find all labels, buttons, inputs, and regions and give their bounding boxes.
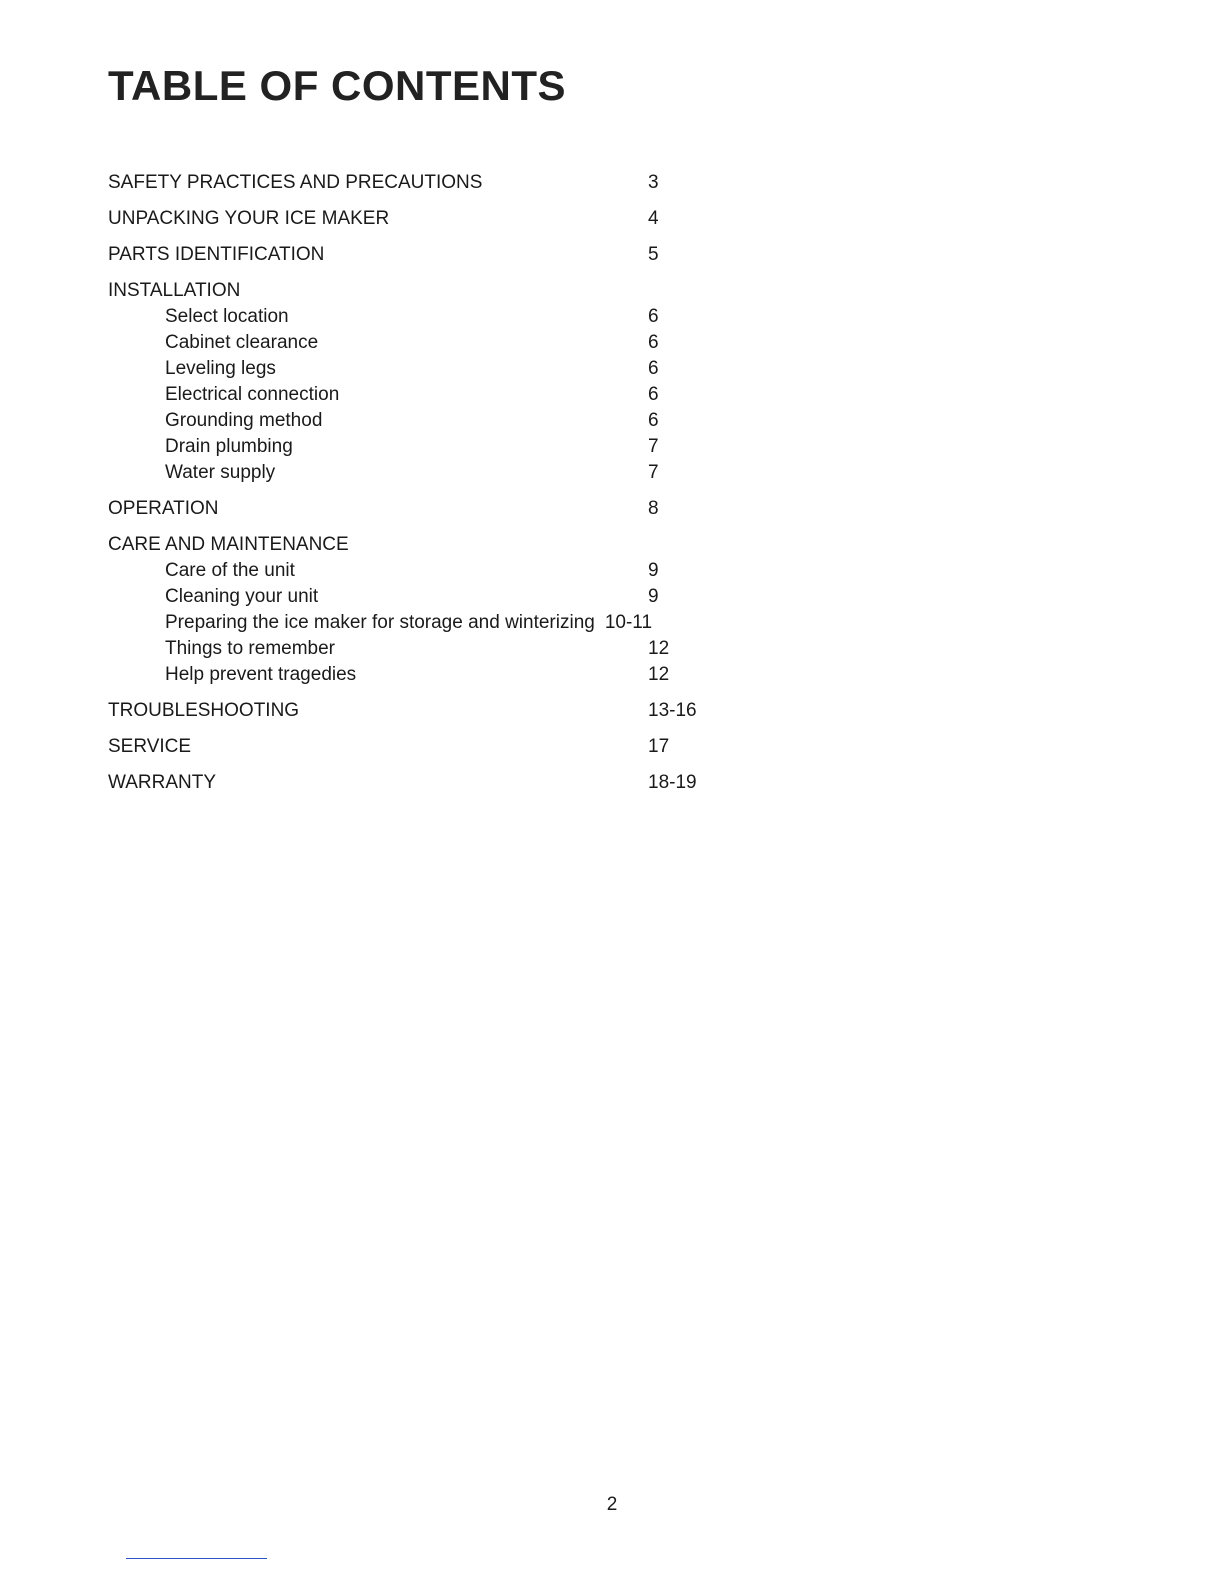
toc-subentry-title: Drain plumbing <box>165 436 293 457</box>
toc-entry-title: UNPACKING YOUR ICE MAKER <box>108 208 390 229</box>
toc-subentry[interactable] <box>108 434 728 460</box>
toc-entry-page: 4 <box>648 208 659 229</box>
toc-subentry-page: 6 <box>648 306 659 327</box>
toc-section <box>108 278 728 486</box>
toc-section <box>108 206 728 232</box>
toc-entry[interactable] <box>108 278 728 304</box>
toc-subentry-page: 6 <box>648 384 659 405</box>
table-of-contents <box>108 170 728 806</box>
toc-subentry-page: 12 <box>648 664 670 685</box>
toc-entry[interactable] <box>108 496 728 522</box>
page-title: TABLE OF CONTENTS <box>108 62 567 109</box>
toc-subentry-page: 12 <box>648 638 670 659</box>
toc-subentry[interactable] <box>108 636 728 662</box>
toc-subentry-title: Grounding method <box>165 410 323 431</box>
toc-subentry-page: 7 <box>648 462 659 483</box>
toc-subentry[interactable] <box>108 558 728 584</box>
toc-section <box>108 770 728 796</box>
toc-entry-title: INSTALLATION <box>108 280 241 301</box>
toc-subentry[interactable] <box>108 382 728 408</box>
toc-entry-page: 17 <box>648 736 670 757</box>
toc-entry[interactable] <box>108 532 728 558</box>
toc-section <box>108 170 728 196</box>
toc-entry-page: 3 <box>648 172 659 193</box>
footer-rule <box>126 1558 267 1559</box>
toc-subentry-page: 6 <box>648 358 659 379</box>
toc-subentry-title: Select location <box>165 306 289 327</box>
toc-entry-title: SAFETY PRACTICES AND PRECAUTIONS <box>108 172 483 193</box>
toc-subentry-page: 6 <box>648 410 659 431</box>
toc-subentry-page: 9 <box>648 560 659 581</box>
toc-entry[interactable] <box>108 206 728 232</box>
toc-entry[interactable] <box>108 734 728 760</box>
toc-section <box>108 698 728 724</box>
toc-section <box>108 532 728 688</box>
toc-subentry-title: Care of the unit <box>165 560 295 581</box>
toc-subentry-title: Help prevent tragedies <box>165 664 357 685</box>
toc-entry-title: SERVICE <box>108 736 192 757</box>
toc-subentry-title: Electrical connection <box>165 384 340 405</box>
toc-entry[interactable] <box>108 242 728 268</box>
toc-entry[interactable] <box>108 698 728 724</box>
toc-section <box>108 734 728 760</box>
toc-subentry[interactable] <box>108 584 728 610</box>
toc-subentry-page: 6 <box>648 332 659 353</box>
toc-entry-page: 8 <box>648 498 659 519</box>
toc-subentry[interactable] <box>108 610 728 636</box>
toc-entry-title: TROUBLESHOOTING <box>108 700 300 721</box>
toc-entry-page: 13-16 <box>648 700 697 721</box>
toc-subentry-title: Cabinet clearance <box>165 332 319 353</box>
toc-entry-title: WARRANTY <box>108 772 217 793</box>
toc-section <box>108 242 728 268</box>
toc-entry-page: 5 <box>648 244 659 265</box>
toc-subentry[interactable] <box>108 304 728 330</box>
toc-section <box>108 496 728 522</box>
toc-entry-title: PARTS IDENTIFICATION <box>108 244 325 265</box>
toc-entry-page: 18-19 <box>648 772 697 793</box>
toc-entry-title: CARE AND MAINTENANCE <box>108 534 349 555</box>
toc-subentry-title: Preparing the ice maker for storage and winterizing <box>165 612 595 633</box>
toc-subentry[interactable] <box>108 460 728 486</box>
toc-subentry-page: 9 <box>648 586 659 607</box>
page-number: 2 <box>606 1494 618 1515</box>
toc-subentry[interactable] <box>108 356 728 382</box>
toc-subentry[interactable] <box>108 662 728 688</box>
toc-subentry[interactable] <box>108 330 728 356</box>
toc-subentry-page: 10-11 <box>604 612 653 633</box>
toc-subentry-title: Things to remember <box>165 638 336 659</box>
toc-subentry-title: Cleaning your unit <box>165 586 319 607</box>
toc-entry[interactable] <box>108 770 728 796</box>
toc-subentry-title: Leveling legs <box>165 358 276 379</box>
toc-subentry-title: Water supply <box>165 462 276 483</box>
toc-subentry-inline <box>165 610 652 636</box>
toc-subentry-page: 7 <box>648 436 659 457</box>
toc-entry[interactable] <box>108 170 728 196</box>
toc-subentry[interactable] <box>108 408 728 434</box>
toc-entry-title: OPERATION <box>108 498 219 519</box>
